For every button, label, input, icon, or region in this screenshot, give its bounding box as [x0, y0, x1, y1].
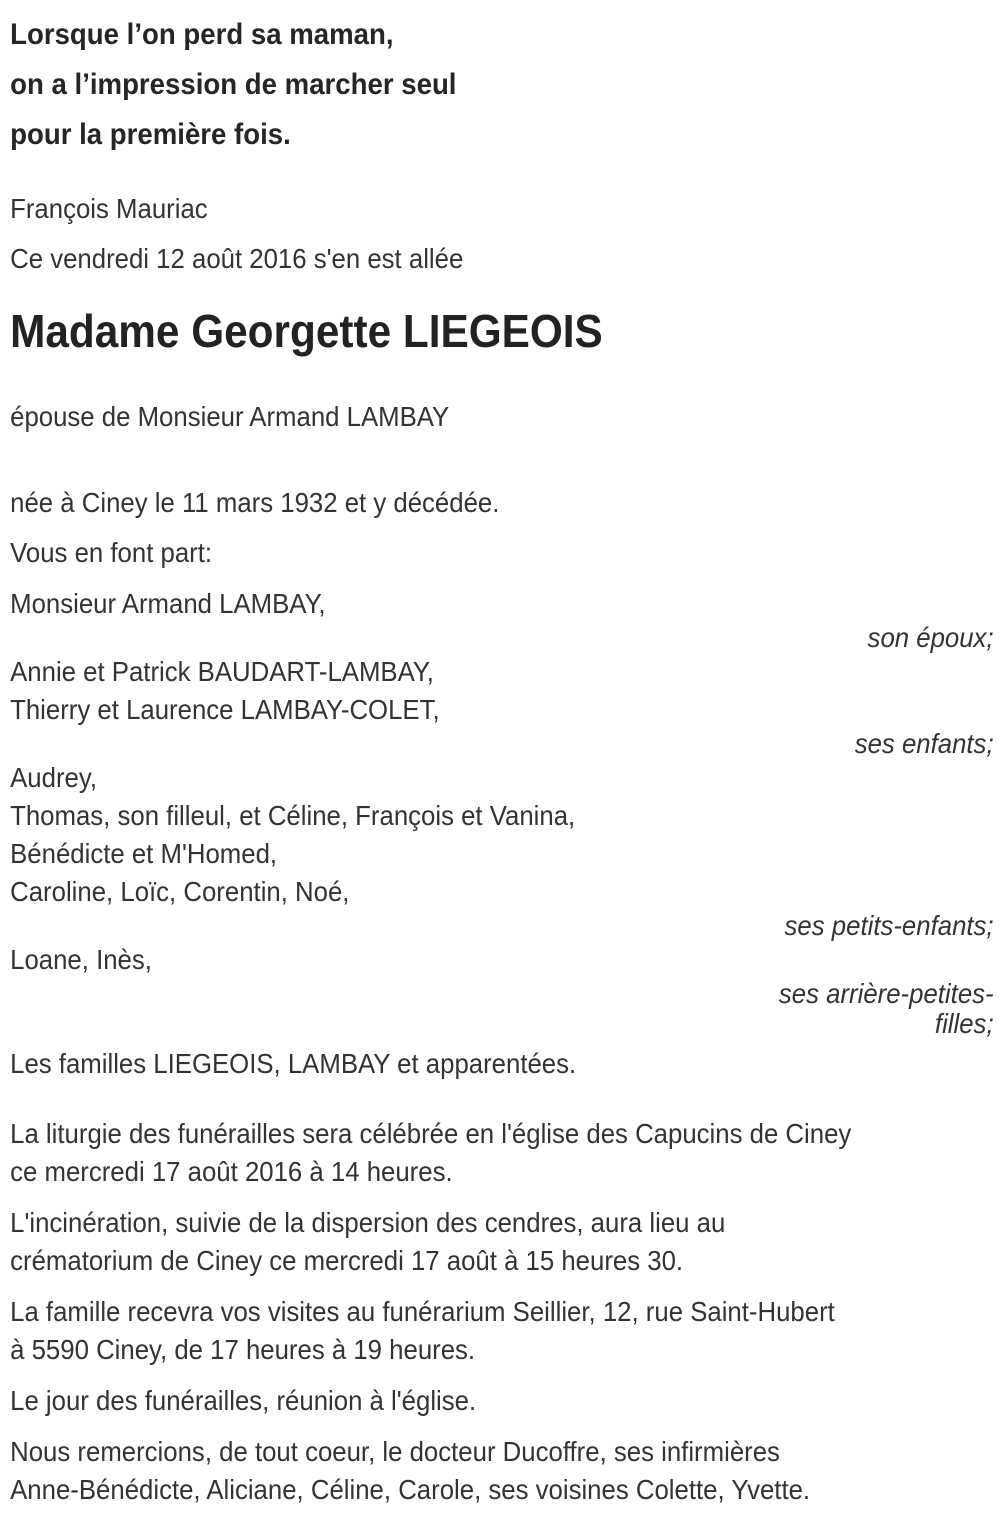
- announcement-line: Vous en font part:: [10, 537, 213, 568]
- family-list: [10, 585, 993, 1083]
- family-group-great-grandchildren: [10, 941, 993, 1039]
- intro-line: Ce vendredi 12 août 2016 s'en est allée: [10, 243, 464, 274]
- relation-label: filles;: [934, 1008, 994, 1039]
- ceremony-paragraph-line: Anne-Bénédicte, Aliciane, Céline, Carole, ses voisines Colette, Yvette.: [10, 1474, 811, 1505]
- families-line: Les familles LIEGEOIS, LAMBAY et apparentées.: [10, 1048, 577, 1079]
- quote-line: on a l’impression de marcher seul: [10, 68, 457, 101]
- ceremony-paragraph-line: crématorium de Ciney ce mercredi 17 août à 15 heures 30.: [10, 1245, 684, 1276]
- family-group-spouse: [10, 585, 993, 653]
- ceremony-paragraph-line: La famille recevra vos visites au funérarium Seillier, 12, rue Saint-Hubert: [10, 1296, 835, 1327]
- family-group-grandchildren: [10, 759, 993, 941]
- family-member-line: Caroline, Loïc, Corentin, Noé,: [10, 876, 350, 907]
- ceremony-paragraph-line: Le jour des funérailles, réunion à l'église.: [10, 1385, 477, 1416]
- quote-block: [10, 10, 993, 160]
- family-member-line: Annie et Patrick BAUDART-LAMBAY,: [10, 656, 434, 687]
- relation-label: ses enfants;: [854, 728, 994, 759]
- relation-label: son époux;: [867, 622, 994, 653]
- relation-label: ses arrière-petites-: [778, 978, 994, 1009]
- family-member-line: Bénédicte et M'Homed,: [10, 838, 278, 869]
- relation-label: ses petits-enfants;: [784, 910, 994, 941]
- ceremony-paragraph-line: Nous remercions, de tout coeur, le docteur Ducoffre, ses infirmières: [10, 1436, 780, 1467]
- ceremony-paragraph-line: à 5590 Ciney, de 17 heures à 19 heures.: [10, 1334, 476, 1365]
- family-member-line: Monsieur Armand LAMBAY,: [10, 588, 326, 619]
- family-member-line: Thierry et Laurence LAMBAY-COLET,: [10, 694, 440, 725]
- ceremony-paragraph-thanks: [10, 1433, 993, 1509]
- deceased-name-title: Madame Georgette LIEGEOIS: [10, 305, 603, 357]
- family-member-line: Loane, Inès,: [10, 944, 152, 975]
- quote-author: François Mauriac: [10, 193, 208, 224]
- birth-line: née à Ciney le 11 mars 1932 et y décédée.: [10, 487, 500, 518]
- spouse-line: épouse de Monsieur Armand LAMBAY: [10, 401, 450, 432]
- ceremony-paragraph-liturgy: [10, 1115, 993, 1191]
- ceremony-paragraph-line: La liturgie des funérailles sera célébrée en l'église des Capucins de Ciney: [10, 1118, 852, 1149]
- ceremony-paragraph-line: L'incinération, suivie de la dispersion des cendres, aura lieu au: [10, 1207, 726, 1238]
- family-member-line: Audrey,: [10, 762, 97, 793]
- quote-line: pour la première fois.: [10, 118, 291, 151]
- family-group-children: [10, 653, 993, 759]
- ceremony-details: [10, 1115, 993, 1509]
- family-member-line: Thomas, son filleul, et Céline, François et Vanina,: [10, 800, 576, 831]
- ceremony-paragraph-cremation: [10, 1204, 993, 1280]
- quote-line: Lorsque l’on perd sa maman,: [10, 18, 394, 51]
- ceremony-paragraph-meeting: [10, 1382, 993, 1420]
- ceremony-paragraph-visits: [10, 1293, 993, 1369]
- ceremony-paragraph-line: ce mercredi 17 août 2016 à 14 heures.: [10, 1156, 453, 1187]
